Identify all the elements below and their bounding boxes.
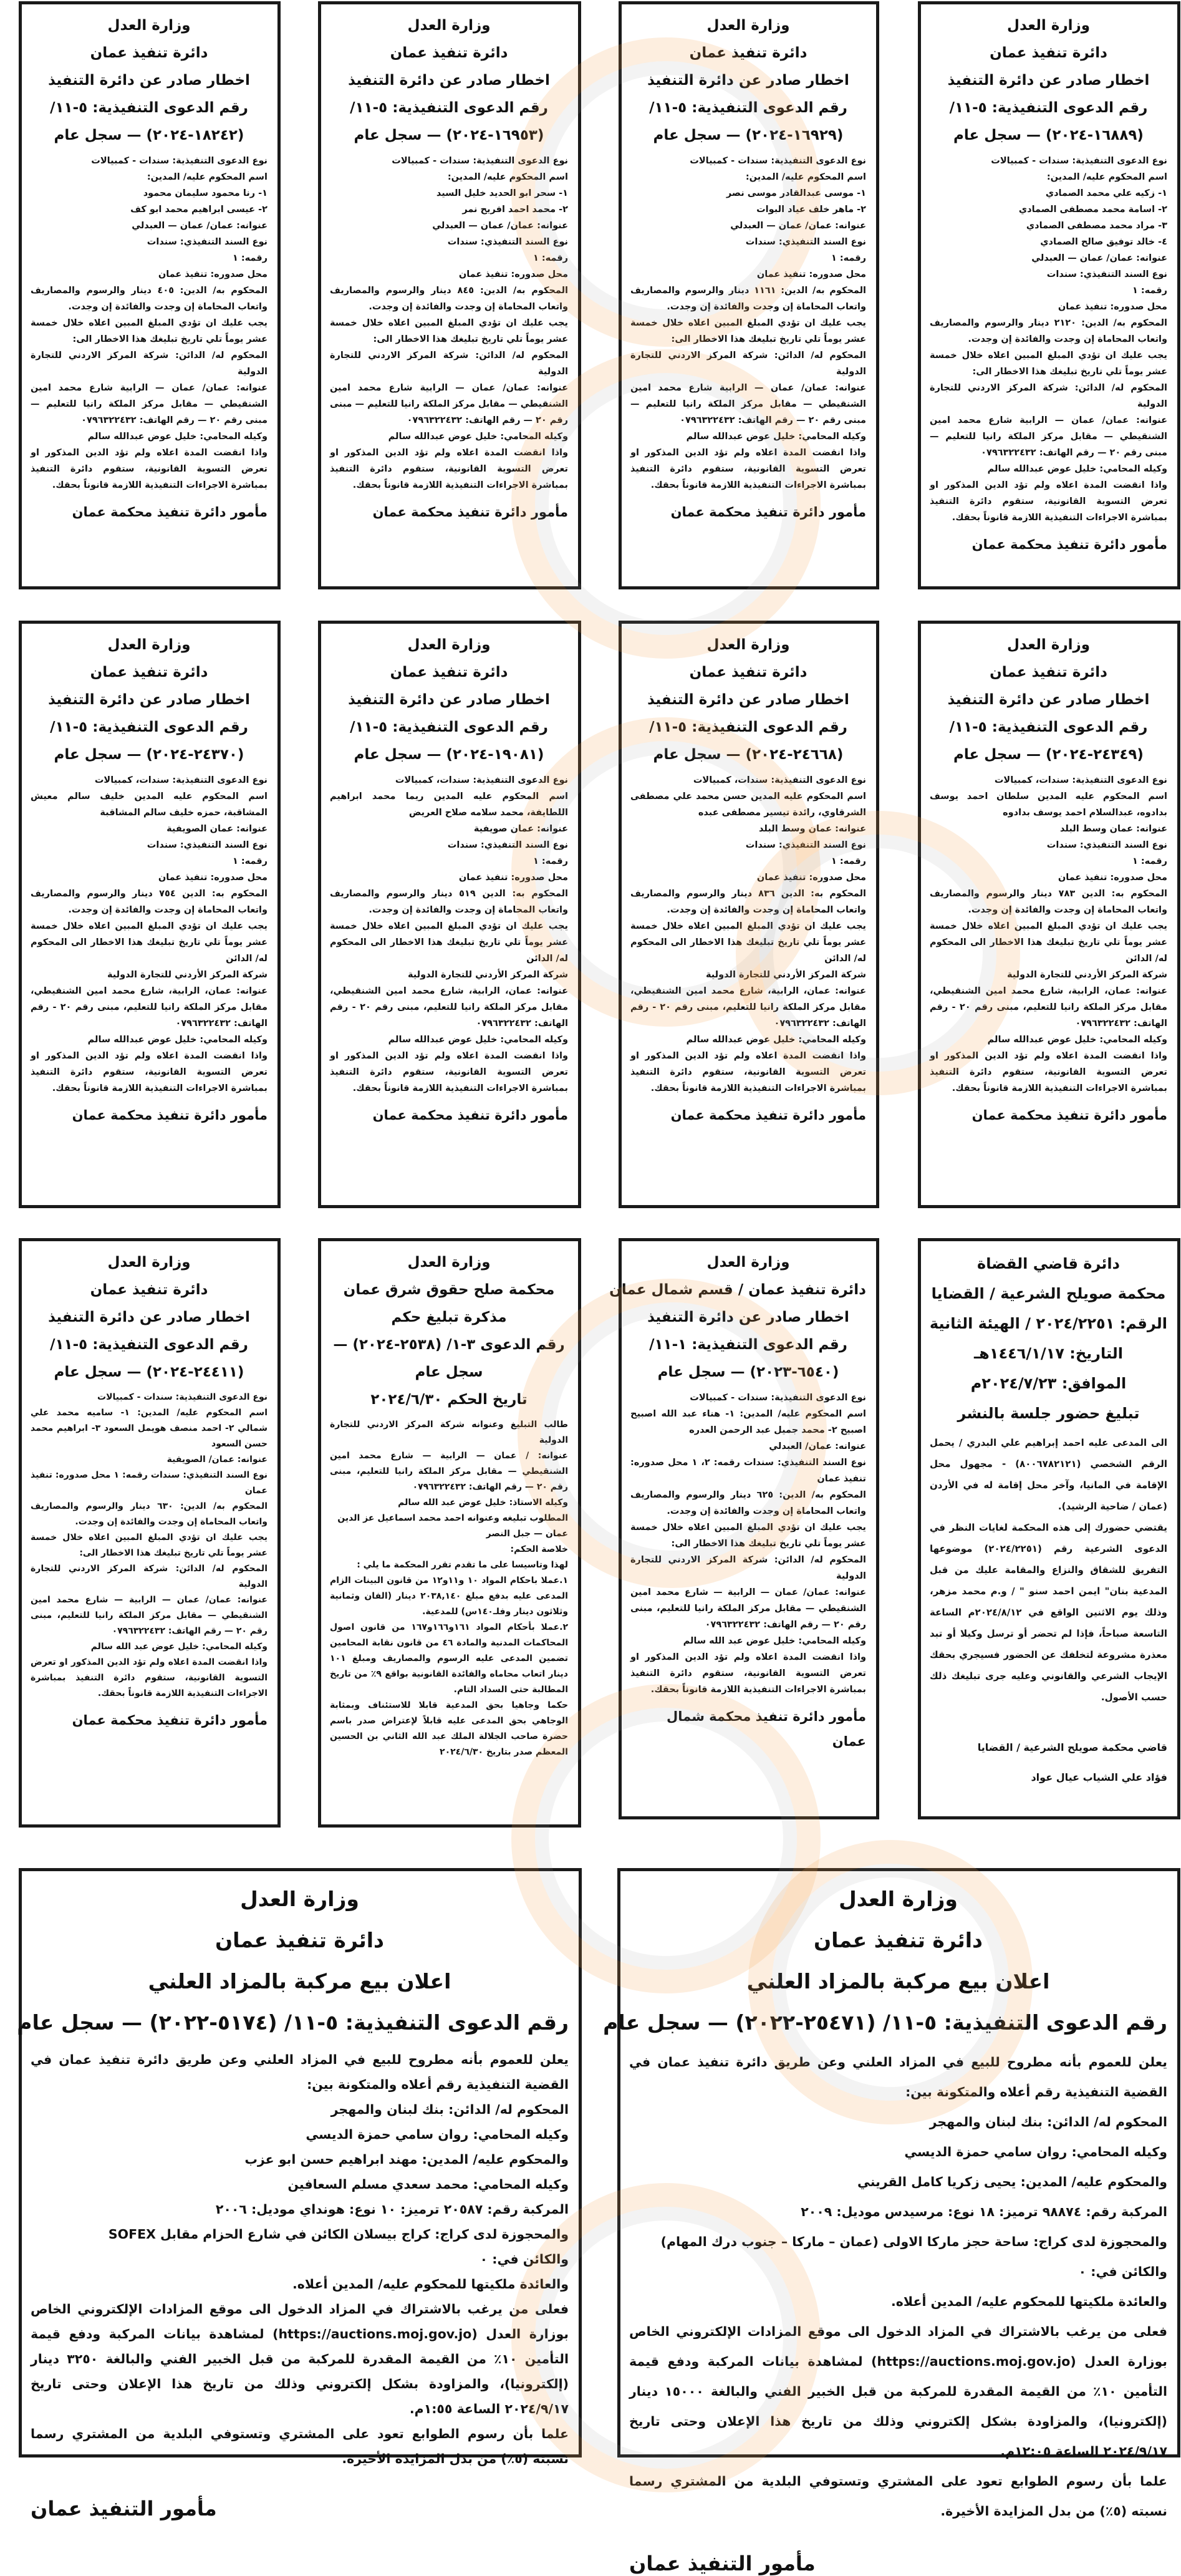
notice-paragraph: علما بأن رسوم الطوابع تعود على المشتري وتستوفي البلدية من المشتري رسما نسبته (٥٪) من بدل المزايدة الأخيرة. <box>31 2426 569 2466</box>
notice-paragraph: وكيله المحامي: روان سامي حمزة الديسي <box>306 2127 569 2142</box>
notice-heading: دائرة تنفيذ عمان <box>990 45 1107 61</box>
notice-paragraph: ٢- محمد احمد افريح نمر <box>462 205 568 215</box>
notice-heading: رقم الدعوى التنفيذية: ٥-١١/ <box>949 100 1148 116</box>
notice-heading: رقم الدعوى التنفيذية: ٥-١١/ <box>949 719 1148 735</box>
notice-paragraph: نوع السند التنفيذي: سندات <box>745 840 866 850</box>
notice-paragraph: عنوانه: عمان/ عمان — العبدلي <box>730 221 866 231</box>
notice-signature <box>31 1708 268 1733</box>
notice-paragraph: عنوانه: / عمان — الرابية — شارع محمد امين الشنقيطي — مقابل مركز الملكة رانيا للتعليم، مبنى رقم ٢٠ — رقم الهاتف: ٠٧٩٦٣٢٢٤٣٢ <box>330 1451 568 1492</box>
notice-paragraph: المحكوم له/ الدائن: شركة المركز الاردني للتجارة الدولية <box>31 1564 268 1589</box>
notice-headings <box>31 1249 268 1386</box>
notice-paragraph: واذا انقضت المدة اعلاه ولم تؤد الدين المذكور او تعرض التسوية القانونية، ستقوم دائرة التنفيذ بمباشرة الاجراءات التنفيذية اللازمة قانوناً بحقك. <box>31 1051 268 1093</box>
notice-vehicle-auction-25471 <box>603 1868 1180 2575</box>
notice-paragraph: والعائدة ملكيتها للمحكوم عليه/ المدين أعلاه. <box>292 2277 569 2292</box>
notice-heading: رقم الدعوى التنفيذية: ٥-١١/ (٢٥٤٧١-٢٠٢٢) — سجل عام <box>603 2010 1167 2035</box>
notice-paragraph: رقمه: ١ <box>232 253 268 263</box>
notice-body <box>330 772 568 1097</box>
notice-paragraph: المحكوم له/ الدائن: شركة المركز الاردني للتجارة الدولية <box>630 351 866 377</box>
notice-paragraph: نوع السند التنفيذي: سندات رقمه: ٢، ١ محل صدوره: تنفيذ عمان <box>630 1458 866 1484</box>
notice-heading: وزارة العدل <box>407 637 491 653</box>
notice-heading: (٢٤٦٦٨-٢٠٢٤) — سجل عام <box>653 747 844 763</box>
signature-line: مأمور دائرة تنفيذ محكمة عمان <box>670 505 866 520</box>
notice-paragraph: رقمه: ١ <box>533 253 568 263</box>
notice-heading: رقم الدعوى التنفيذية: ٥-١١/ <box>649 719 847 735</box>
notice-paragraph: المحكوم له/ الدائن: شركة المركز الاردني للتجارة الدولية <box>930 383 1167 409</box>
notice-paragraph: وكيله المحامي: خليل عوض عبدالله سالم <box>987 1035 1167 1045</box>
notice-heading: دائرة تنفيذ عمان <box>215 1928 384 1952</box>
notice-paragraph: رقمه: ١ <box>533 856 568 866</box>
notice-paragraph: وكيله المحامي: خليل عوض عبدالله سالم <box>388 432 568 442</box>
notice-heading: (١٦٩٥٣-٢٠٢٤) — سجل عام <box>354 127 544 143</box>
notice-paragraph: نوع السند التنفيذي: سندات <box>147 840 268 850</box>
notice-body <box>629 2047 1167 2526</box>
notice-headings <box>330 1249 568 1413</box>
notice-paragraph: عنوانه: عمان وسط البلد <box>759 824 866 834</box>
notice-heading: تبليغ حضور جلسة بالنشر <box>957 1405 1140 1422</box>
notice-signature <box>330 500 568 525</box>
notice-paragraph: اسم المحكوم عليه/ المدين: <box>447 172 568 182</box>
notice-heading: (١٩٠٨١-٢٠٢٤) — سجل عام <box>354 747 544 763</box>
notice-execution-16929 <box>619 1 879 589</box>
notice-paragraph: اسم المحكوم عليه/ المدين: ١- هناء عبد الله اصبيح اصبيح ٢- محمد جميل عبد الرحمن العدره <box>630 1409 867 1435</box>
notice-heading: دائرة تنفيذ عمان <box>90 45 208 61</box>
notice-paragraph: المحكوم به: الدين ٧٨٣ دينار والرسوم والمصاريف واتعاب المحاماة إن وجدت والفائدة إن وجدت. <box>930 889 1167 915</box>
notice-paragraph: المركبة رقم: ٩٨٨٧٤ ترميز: ١٨ نوع: مرسيدس موديل: ٢٠٠٩ <box>801 2204 1167 2219</box>
notice-paragraph: عنوانه: عمان صويفية <box>473 824 568 834</box>
notice-signature <box>930 1103 1167 1128</box>
notice-heading: اخطار صادر عن دائرة التنفيذ <box>348 72 550 89</box>
notice-north-amman-execution-6540 <box>609 1238 879 1819</box>
notice-paragraph: نوع السند التنفيذي: سندات <box>447 840 568 850</box>
notice-signature <box>630 1103 866 1128</box>
signature-line: مأمور دائرة تنفيذ محكمة عمان <box>372 1108 568 1123</box>
notice-heading: دائرة قاضي القضاة <box>977 1255 1120 1272</box>
notice-paragraph: المحكوم له/ الدائن: بنك لبنان والمهجر <box>929 2114 1167 2129</box>
notice-headings <box>630 12 866 149</box>
notice-paragraph: يجب عليك ان تؤدي المبلغ المبين اعلاه خلال خمسة عشر يوماً تلي تاريخ تبليغك هذا الاخطار الى: <box>31 318 268 344</box>
notice-paragraph: والمحكوم عليه/ المدين: مهند ابراهيم حسن ابو عزب <box>244 2152 569 2167</box>
notice-paragraph: عنوانه: عمان/ عمان — الرابية شارع محمد امين الشنقيطي — مقابل مركز الملكة رانيا للتعليم — مبنى رقم ٢٠ — رقم الهاتف: ٠٧٩٦٣٢٢٤٣٢ <box>31 383 268 425</box>
notice-heading: تاريخ الحكم ٢٠٢٤/٦/٣٠ <box>370 1392 528 1408</box>
notice-paragraph: المحكوم به/ الدين: ١١٦١ دينار والرسوم والمصاريف واتعاب المحاماة إن وجدت والفائدة إن وجدت. <box>630 286 867 312</box>
notice-paragraph: ٢- عيسى ابراهيم محمد ابو كف <box>130 205 268 215</box>
notice-paragraph: فعلى من يرغب بالاشتراك في المزاد الدخول الى موقع المزادات الإلكتروني الخاص بوزارة العدل (https://auctions.moj.gov.jo) لمشاهدة بيانات المركبة ودفع قيمة التأمين ١٠٪ من القيمة المقدرة للمركبة من قبل الخبير الفني والبالغة ٣٢٥٠ دينار (إلكترونيا)، والمزاودة بشكل إلكتروني وذلك من تاريخ هذا الإعلان وحتى تاريخ ٢٠٢٤/٩/١٧ الساعة ١:٥٥م. <box>31 2302 569 2416</box>
signature-line: مأمور دائرة تنفيذ محكمة شمال عمان <box>667 1709 866 1749</box>
notice-paragraph: شركة المركز الأردني للتجارة الدولية <box>705 970 866 980</box>
notice-paragraph: ٣- مراد محمد مصطفى الصمادي <box>1026 221 1167 231</box>
signature-line: مأمور دائرة تنفيذ محكمة عمان <box>72 1108 268 1123</box>
notice-paragraph: والمحكوم عليه/ المدين: يحيى زكريا كامل القريني <box>857 2174 1167 2189</box>
signature-line: مأمور دائرة تنفيذ محكمة عمان <box>971 537 1167 552</box>
notice-paragraph: عنوانه: عمان/ عمان — الرابية شارع محمد امين الشنقيطي — مقابل مركز الملكة رانيا للتعليم — مبنى رقم ٢٠ — رقم الهاتف: ٠٧٩٦٣٢٢٤٣٢ <box>930 415 1167 458</box>
notice-heading: (٢٤٣٤٩-٢٠٢٤) — سجل عام <box>953 747 1144 763</box>
notice-heading: اخطار صادر عن دائرة التنفيذ <box>947 692 1150 708</box>
notice-paragraph: ١- سحر ابو الحديد خليل السيد <box>436 188 568 198</box>
notice-body <box>930 1432 1167 1708</box>
notice-body <box>31 772 268 1097</box>
signature-line: مأمور دائرة تنفيذ محكمة عمان <box>971 1108 1167 1123</box>
notice-paragraph: المحكوم به: الدين ٨٣٦ دينار والرسوم والمصاريف واتعاب المحاماة إن وجدت والفائدة إن وجدت. <box>630 889 866 915</box>
notice-paragraph: شركة المركز الأردني للتجارة الدولية <box>407 970 568 980</box>
notice-execution-16953 <box>318 1 581 589</box>
notice-judgment-memo-2538 <box>318 1238 581 1828</box>
notice-paragraph: رقمه: ١ <box>232 856 268 866</box>
notice-heading: رقم الدعوى ٣-١/ (٢٥٣٨-٢٠٢٤) — <box>333 1337 565 1353</box>
notice-signature <box>330 1103 568 1128</box>
notice-paragraph: واذا انقضت المدة اعلاه ولم تؤد الدين المذكور او تعرض التسوية القانونية، ستقوم دائرة التنفيذ بمباشرة الاجراءات التنفيذية اللازمة قانوناً بحقك. <box>31 448 268 490</box>
notice-paragraph: اسم المحكوم عليه/ المدين: <box>745 172 866 182</box>
notice-paragraph: محل صدوره: تنفيذ عمان <box>1058 302 1167 312</box>
notice-paragraph: يقتضي حضورك إلى هذه المحكمة لغايات النظر في الدعوى الشرعية رقم (٢٠٢٤/٢٢٥١) موضوعها التفريق للشقاق والنزاع والمقامة عليك من قبل المدعية بنان" ايمن احمد سنو " / و.م محمد مزهر، وذلك يوم الاثنين الواقع في ٢٠٢٤/٨/١٢م الساعة التاسعة صباحاً، فإذا لم تحضر أو ترسل وكيلا أو تبد معذرة مشروعة لتخلفك عن الحضور فسيجري بحقك الإيجاب الشرعي والقانوني وعليه جرى تبليغك ذلك حسب الأصول. <box>930 1522 1167 1703</box>
notice-paragraph: نوع السند التنفيذي: سندات رقمه: ١ محل صدوره: تنفيذ عمان <box>31 1470 268 1496</box>
notice-paragraph: محل صدوره: تنفيذ عمان <box>158 873 268 883</box>
notice-heading: اخطار صادر عن دائرة التنفيذ <box>647 72 849 89</box>
notice-paragraph: يجب عليك ان تؤدي المبلغ المبين اعلاه خلال خمسة عشر يوماً تلي تاريخ تبليغك هذا الاخطار الى المحكوم له/ الدائن <box>630 921 866 964</box>
notice-heading: التاريخ: ١٤٤٦/١/١٧هـ <box>973 1345 1124 1362</box>
notice-heading: دائرة تنفيذ عمان <box>90 664 208 680</box>
notice-heading: (٢٤٤١١-٢٠٢٤) — سجل عام <box>54 1364 244 1380</box>
notice-paragraph: واذا انقضت المدة اعلاه ولم تؤد الدين المذكور او تعرض التسوية القانونية، ستقوم دائرة التنفيذ بمباشرة الاجراءات التنفيذية اللازمة قانوناً بحقك. <box>930 480 1167 523</box>
notice-paragraph: يجب عليك ان تؤدي المبلغ المبين اعلاه خلال خمسة عشر يوماً تلي تاريخ تبليغك هذا الاخطار الى: <box>930 351 1167 377</box>
notice-paragraph: والكائن في: ٠ <box>480 2252 569 2267</box>
notice-paragraph: نوع الدعوى التنفيذية: سندات، كمبيالات <box>395 775 568 785</box>
notice-heading: (١٦٩٢٩-٢٠٢٤) — سجل عام <box>653 127 844 143</box>
notice-paragraph: الى المدعى عليه احمد إبراهيم علي البدري / يحمل الرقم الشخصي (٨٠٠٦٧٨٢١٢١) - مجهول محل الإقامة في المانيا، وآخر محل إقامة له في الأردن (عمان / ضاحية الرشيد). <box>930 1437 1167 1512</box>
signature-line: مأمور دائرة تنفيذ محكمة عمان <box>72 505 268 520</box>
notice-heading: (٢٤٣٧٠-٢٠٢٤) — سجل عام <box>54 747 244 763</box>
notice-heading: دائرة تنفيذ عمان <box>814 1928 983 1952</box>
notice-paragraph: المركبة رقم: ٢٠٥٨٧ ترميز: ١٠ نوع: هونداي موديل: ٢٠٠٦ <box>215 2202 569 2217</box>
notice-paragraph: حكما وجاهيا بحق المدعية قابلا للاستئناف وبمثابة الوجاهي بحق المدعى عليه قابلاً لإعتراض صدر باسم حضرة صاحب الجلالة الملك عبد الله الثاني بن الحسين المعظم صدر بتاريخ ٢٠٢٤/٦/٣٠ <box>330 1700 568 1757</box>
notice-heading: دائرة تنفيذ عمان <box>90 1282 208 1298</box>
notice-body <box>330 1417 568 1760</box>
notice-heading: وزارة العدل <box>107 637 191 653</box>
notice-paragraph: يجب عليك ان تؤدي المبلغ المبين اعلاه خلال خمسة عشر يوماً تلي تاريخ تبليغك هذا الاخطار الى المحكوم له/ الدائن <box>31 921 268 964</box>
notice-paragraph: ٢- ماهر خلف عياد البوات <box>756 205 866 215</box>
notice-execution-24411 <box>19 1238 281 1828</box>
notice-heading: رقم الدعوى التنفيذية: ٥-١١/ <box>649 100 847 116</box>
notice-heading: دائرة تنفيذ عمان / قسم شمال عمان <box>609 1282 866 1298</box>
notice-headings <box>630 631 866 768</box>
notice-heading: وزارة العدل <box>107 17 191 34</box>
notice-paragraph: نوع الدعوى التنفيذية: سندات - كمبيالات <box>690 156 866 166</box>
notice-heading: (٦٥٤٠-٢٠٢٣) — سجل عام <box>657 1364 839 1380</box>
notice-body <box>630 153 866 493</box>
notice-paragraph: نوع السند التنفيذي: سندات <box>147 237 268 247</box>
notice-paragraph: نوع السند التنفيذي: سندات <box>1046 840 1167 850</box>
notice-paragraph: عنوانه: عمان/ عمان — العبدلي <box>132 221 268 231</box>
notice-paragraph: نوع الدعوى التنفيذية: سندات - كمبيالات <box>91 156 268 166</box>
notice-heading: اخطار صادر عن دائرة التنفيذ <box>48 1309 250 1325</box>
notice-paragraph: محل صدوره: تنفيذ عمان <box>1058 873 1167 883</box>
notice-paragraph: علما بأن رسوم الطوابع تعود على المشتري وتستوفي البلدية من المشتري رسما نسبته (٥٪) من بدل المزايدة الأخيرة. <box>629 2474 1167 2519</box>
notice-paragraph: عنوانه: عمان، الرابية، شارع محمد امين الشنقيطي، مقابل مركز الملكة رانيا للتعليم، مبنى رقم ٢٠ - رقم الهاتف: ٠٧٩٦٣٢٢٤٣٢ <box>31 986 268 1029</box>
notice-headings <box>330 12 568 149</box>
notice-paragraph: رقمه: ١ <box>1132 286 1167 296</box>
notice-paragraph: المحكوم به/ الدين: ٦٣٠ دينار والرسوم والمصاريف واتعاب المحاماة إن وجدت والفائدة إن وجدت. <box>31 1501 268 1527</box>
notice-paragraph: شركة المركز الأردني للتجارة الدولية <box>107 970 268 980</box>
notice-paragraph: واذا انقضت المدة اعلاه ولم تؤد الدين المذكور او تعرض التسوية القانونية، ستقوم دائرة التنفيذ بمباشرة الاجراءات التنفيذية اللازمة قانوناً بحقك. <box>630 1051 866 1093</box>
notice-heading: اخطار صادر عن دائرة التنفيذ <box>947 72 1150 89</box>
notice-heading: اخطار صادر عن دائرة التنفيذ <box>48 692 250 708</box>
notice-heading: رقم الدعوى التنفيذية: ٥-١١/ <box>350 719 548 735</box>
notice-heading: مذكرة تبليغ حكم <box>391 1309 507 1325</box>
notice-paragraph: محل صدوره: تنفيذ عمان <box>158 269 268 279</box>
notice-vehicle-auction-5174 <box>17 1868 582 2520</box>
notice-heading: اعلان بيع مركبة بالمزاد العلني <box>148 1969 451 1993</box>
notice-paragraph: اسم المحكوم عليه المدين خليف سالم معيش المشاقبة، حمزه خليف سالم المشاقبة <box>31 792 268 818</box>
notice-paragraph: محل صدوره: تنفيذ عمان <box>458 873 568 883</box>
notice-heading: رقم الدعوى التنفيذية: ٥-١١/ <box>50 719 248 735</box>
notice-paragraph: نوع الدعوى التنفيذية: سندات - كمبيالات <box>392 156 568 166</box>
notice-paragraph: المحكوم به/ الدين: ٨٤٥ دينار والرسوم والمصاريف واتعاب المحاماة إن وجدت والفائدة إن وجدت. <box>330 286 569 312</box>
notice-paragraph: اسم المحكوم عليه/ المدين: ١- ساميه محمد علي شمالي ٢- احمد منصف هويمل السعود ٣- ابراهيم محمد حسن السعود <box>31 1408 268 1449</box>
notice-paragraph: المحكوم له/ الدائن: شركة المركز الاردني للتجارة الدولية <box>31 351 268 377</box>
notice-paragraph: يعلن للعموم بأنه مطروح للبيع في المزاد العلني وعن طريق دائرة تنفيذ عمان في القضية التنفيذية رقم أعلاه والمتكونة بين: <box>31 2052 569 2092</box>
notice-headings <box>930 12 1167 149</box>
notice-paragraph: خلاصة الحكم: <box>510 1544 568 1554</box>
notice-heading: دائرة تنفيذ عمان <box>689 664 807 680</box>
notice-paragraph: يجب عليك ان تؤدي المبلغ المبين اعلاه خلال خمسة عشر يوماً تلي تاريخ تبليغك هذا الاخطار الى: <box>330 318 568 344</box>
notice-heading: سجل عام <box>415 1364 483 1380</box>
notice-paragraph: محل صدوره: تنفيذ عمان <box>458 269 568 279</box>
notice-paragraph: يعلن للعموم بأنه مطروح للبيع في المزاد العلني وعن طريق دائرة تنفيذ عمان في القضية التنفيذية رقم أعلاه والمتكونة بين: <box>629 2055 1167 2099</box>
notice-heading: الموافق: ٢٠٢٤/٧/٢٣م <box>970 1375 1127 1392</box>
signature-line: مأمور دائرة تنفيذ محكمة عمان <box>670 1108 866 1123</box>
notice-body <box>630 1390 866 1698</box>
notice-heading: اخطار صادر عن دائرة التنفيذ <box>348 692 550 708</box>
notice-execution-24370 <box>19 621 281 1208</box>
signature-line: فؤاد علي الشياب عيال عواد <box>1031 1771 1167 1783</box>
notice-headings <box>930 1249 1167 1428</box>
notice-paragraph: المحكوم به/ الدين: ٢١٢٠ دينار والرسوم والمصاريف واتعاب المحاماة إن وجدت والفائدة إن وجدت. <box>930 318 1168 344</box>
notice-paragraph: وكيله المحامي: روان سامي حمزة الديسي <box>904 2144 1167 2159</box>
notice-heading: دائرة تنفيذ عمان <box>689 45 807 61</box>
notice-paragraph: اسم المحكوم عليه المدين سلطان احمد يوسف بدادوه، عبدالسلام احمد يوسف بدادوه <box>930 792 1167 818</box>
notice-heading: وزارة العدل <box>706 1254 790 1271</box>
notice-heading: اخطار صادر عن دائرة التنفيذ <box>647 692 849 708</box>
signature-line: مأمور التنفيذ عمان <box>629 2552 816 2575</box>
notice-signature <box>930 532 1167 557</box>
signature-line: قاضي محكمة صويلح الشرعية / القضايا <box>977 1741 1167 1753</box>
notice-paragraph: رقمه: ١ <box>1132 856 1167 866</box>
notice-heading: رقم الدعوى التنفيذية: ١-١١/ <box>649 1337 847 1353</box>
notice-execution-24349 <box>918 621 1180 1208</box>
notice-paragraph: واذا انقضت المدة اعلاه ولم تؤد الدين المذكور او تعرض التسوية القانونية، ستقوم دائرة التنفيذ بمباشرة الاجراءات التنفيذية اللازمة قانوناً بحقك. <box>330 1051 568 1093</box>
notice-heading: محكمة صلح حقوق شرق عمان <box>343 1282 555 1298</box>
notice-paragraph: نوع الدعوى التنفيذية: سندات، كمبيالات <box>994 775 1167 785</box>
notice-body <box>330 153 568 493</box>
notice-paragraph: ١.عملا باحكام المواد ١٠ و١١و١٢ من قانون البينات الزام المدعى عليه بدفع مبلغ ٢٠٣٨,١٤٠ دينار (الفان وثمانية وثلاثون دينار وفلـ١٤٠س) للمدعية. <box>330 1576 568 1617</box>
notice-heading: محكمة صويلح الشرعية / القضايا <box>931 1285 1166 1302</box>
notice-body <box>31 1390 268 1702</box>
notice-paragraph: واذا انقضت المدة اعلاه ولم تؤد الدين المذكور او تعرض التسوية القانونية، ستقوم دائرة التنفيذ بمباشرة الاجراءات التنفيذية اللازمة قانوناً بحقك. <box>930 1051 1167 1093</box>
notice-paragraph: المطلوب تبليغه وعنوانه احمد محمد اسماعيل عز الدين <box>337 1513 568 1523</box>
notice-paragraph: عنوانه: عمان/ العبدلي <box>769 1441 866 1451</box>
notice-signature <box>630 1704 866 1754</box>
notice-paragraph: المحكوم به: الدين ٧٥٤ دينار والرسوم والمصاريف واتعاب المحاماة إن وجدت والفائدة إن وجدت. <box>31 889 268 915</box>
notice-paragraph: يجب عليك ان تؤدي المبلغ المبين اعلاه خلال خمسة عشر يوماً تلي تاريخ تبليغك هذا الاخطار الى: <box>630 1523 866 1549</box>
notice-paragraph: ١- رنا محمود سليمان محمود <box>143 188 268 198</box>
notice-body <box>630 772 866 1097</box>
notice-paragraph: عنوانه: عمان، الرابية، شارع محمد امين الشنقيطي، مقابل مركز الملكة رانيا للتعليم، مبنى رقم ٢٠ - رقم الهاتف: ٠٧٩٦٣٢٢٤٣٢ <box>330 986 568 1029</box>
notice-heading: وزارة العدل <box>407 17 491 34</box>
notice-paragraph: وكيله المحامي: خليل عوض عبدالله سالم <box>686 1035 866 1045</box>
notice-paragraph: وكيله المحامي: خليل عوض عبد الله سالم <box>683 1636 866 1646</box>
notice-paragraph: المحكوم له/ الدائن: بنك لبنان والمهجر <box>330 2102 569 2117</box>
notice-heading: رقم الدعوى التنفيذية: ٥-١١/ <box>350 100 548 116</box>
notice-paragraph: وكيله المحامي: خليل عوض عبد الله سالم <box>90 1642 268 1652</box>
notice-headings <box>31 631 268 768</box>
notice-heading: وزارة العدل <box>107 1254 191 1271</box>
notice-heading: الرقم: ٢٠٢٤/٢٢٥١ / الهيئة الثانية <box>929 1315 1167 1332</box>
notice-paragraph: عنوانه: عمان الصويفية <box>166 824 268 834</box>
notice-signature <box>31 2496 569 2521</box>
notice-headings <box>609 1249 866 1386</box>
notice-paragraph: نوع السند التنفيذي: سندات <box>745 237 866 247</box>
notice-paragraph: طالب التبليغ وعنوانه شركة المركز الاردني للتجارة الدولية <box>330 1420 568 1445</box>
notice-paragraph: محل صدوره: تنفيذ عمان <box>756 269 866 279</box>
notice-paragraph: نوع الدعوى التنفيذية: سندات، كمبيالات <box>693 775 866 785</box>
notice-paragraph: رقمه: ١ <box>831 253 866 263</box>
notice-paragraph: محل صدوره: تنفيذ عمان <box>756 873 866 883</box>
notice-paragraph: عنوانه: عمان/ الصويفية <box>166 1455 268 1465</box>
notice-paragraph: واذا انقضت المدة اعلاه ولم تؤد الدين المذكور او تعرض التسوية القانونية، ستقوم دائرة التنفيذ بمباشرة الاجراءات التنفيذية اللازمة قانوناً بحقك. <box>630 448 866 490</box>
notice-paragraph: عنوانه: عمان/ عمان — الرابية — شارع محمد امين الشنقيطي — مقابل مركز الملكة رانيا للتعليم، مبنى رقم ٢٠ — رقم الهاتف: ٠٧٩٦٣٢٢٤٣٢ <box>630 1587 866 1630</box>
notice-paragraph: عنوانه: عمان/ عمان — الرابية — شارع محمد امين الشنقيطي — مقابل مركز الملكة رانيا للتعليم، مبنى رقم ٢٠ — رقم الهاتف: ٠٧٩٦٣٢٢٤٣٢ <box>31 1595 268 1636</box>
notice-paragraph: نوع الدعوى التنفيذية: سندات - كمبيالات <box>97 1392 268 1402</box>
notice-paragraph: لهذا وتاسيسا على ما تقدم تقرر المحكمة ما يلي : <box>357 1560 568 1570</box>
notice-paragraph: ٤- خالد توفيق صالح الصمادي <box>1040 237 1167 247</box>
notice-body <box>31 2047 569 2471</box>
notice-paragraph: عنوانه: عمان، الرابية، شارع محمد امين الشنقيطي، مقابل مركز الملكة رانيا للتعليم، مبنى رقم ٢٠ - رقم الهاتف: ٠٧٩٦٣٢٢٤٣٢ <box>930 986 1167 1029</box>
notice-paragraph: فعلى من يرغب بالاشتراك في المزاد الدخول الى موقع المزادات الإلكتروني الخاص بوزارة العدل (https://auctions.moj.gov.jo) لمشاهدة بيانات المركبة ودفع قيمة التأمين ١٠٪ من القيمة المقدرة للمركبة من قبل الخبير الفني والبالغة ١٥٠٠٠ دينار (إلكترونيا)، والمزاودة بشكل إلكتروني وذلك من تاريخ هذا الإعلان وحتى تاريخ ٢٠٢٤/٩/١٧ الساعة ١٢:٠٥م. <box>629 2324 1167 2459</box>
notice-paragraph: نوع السند التنفيذي: سندات <box>447 237 568 247</box>
notice-paragraph: والكائن في: ٠ <box>1078 2264 1167 2279</box>
notice-paragraph: واذا انقضت المدة اعلاه ولم تؤد الدين المذكور او تعرض التسوية القانونية، ستقوم دائرة التنفيذ بمباشرة الاجراءات التنفيذية اللازمة قانوناً بحقك. <box>630 1652 866 1695</box>
notice-paragraph: اسم المحكوم عليه المدين ريما محمد ابراهيم اللطايفة، محمد سلامه صلاح العريض <box>330 792 568 818</box>
notice-paragraph: اسم المحكوم عليه المدين حسن محمد علي مصطفى الشرقاوي، رائدة تيسير مصطفى عبده <box>630 792 866 818</box>
notice-paragraph: نوع الدعوى التنفيذية: سندات، كمبيالات <box>94 775 268 785</box>
notice-heading: دائرة تنفيذ عمان <box>390 664 508 680</box>
notice-execution-24668 <box>619 621 879 1208</box>
notice-heading: رقم الدعوى التنفيذية: ٥-١١/ <box>50 1337 248 1353</box>
notice-paragraph: ١- زكيه علي محمد الصمادي <box>1045 188 1167 198</box>
notice-signature <box>930 1733 1167 1793</box>
notice-signature <box>31 1103 268 1128</box>
notice-paragraph: والمحجوزة لدى كراج: كراج بيسلان الكائن في شارع الحزام مقابل SOFEX <box>108 2227 569 2242</box>
notice-paragraph: عنوانه: عمان/ عمان — الرابية شارع محمد امين الشنقيطي — مقابل مركز الملكة رانيا للتعليم — مبنى رقم ٢٠ — رقم الهاتف: ٠٧٩٦٣٢٢٤٣٢ <box>330 383 568 425</box>
notice-execution-19081 <box>318 621 581 1208</box>
notice-paragraph: شركة المركز الأردني للتجارة الدولية <box>1006 970 1167 980</box>
notice-body <box>930 153 1167 526</box>
notice-headings <box>31 12 268 149</box>
notice-paragraph: اسم المحكوم عليه/ المدين: <box>1046 172 1167 182</box>
notice-paragraph: وكيله المحامي: خليل عوض عبدالله سالم <box>87 1035 268 1045</box>
notice-paragraph: رقمه: ١ <box>831 856 866 866</box>
notice-sharia-court-summons <box>918 1238 1180 1819</box>
notice-paragraph: واذا انقضت المدة اعلاه ولم تؤد الدين المذكور او تعرض التسوية القانونية، ستقوم دائرة التنفيذ بمباشرة الاجراءات التنفيذية اللازمة قانوناً بحقك. <box>31 1657 268 1698</box>
notice-heading: اعلان بيع مركبة بالمزاد العلني <box>746 1969 1050 1993</box>
signature-line: مأمور دائرة تنفيذ محكمة عمان <box>372 505 568 520</box>
notice-paragraph: وكيله الاستاذ: خليل عوض عبد الله سالم <box>398 1498 568 1508</box>
notice-paragraph: وكيله المحامي: خليل عوض عبدالله سالم <box>686 432 866 442</box>
notice-heading: دائرة تنفيذ عمان <box>990 664 1107 680</box>
notice-heading: رقم الدعوى التنفيذية: ٥-١١/ (٥١٧٤-٢٠٢٢) — سجل عام <box>17 2010 569 2035</box>
notice-headings <box>330 631 568 768</box>
notice-paragraph: وكيله المحامي: محمد سعدي مسلم السعافين <box>287 2177 569 2192</box>
notice-paragraph: والمحجوزة لدى كراج: ساحة حجز ماركا الاولى (عمان – ماركا – جنوب درك المهام) <box>660 2234 1167 2249</box>
notice-paragraph: والعائدة ملكيتها للمحكوم عليه/ المدين أعلاه. <box>891 2294 1167 2309</box>
notice-paragraph: المحكوم به/ الدين: ٦٢٥ دينار والرسوم والمصاريف واتعاب المحاماة إن وجدت والفائدة إن وجدت. <box>630 1490 867 1516</box>
notice-headings <box>930 631 1167 768</box>
notice-body <box>31 153 268 493</box>
notice-paragraph: يجب عليك ان تؤدي المبلغ المبين اعلاه خلال خمسة عشر يوماً تلي تاريخ تبليغك هذا الاخطار الى: <box>31 1533 268 1558</box>
notice-paragraph: عمان — جبل النصر <box>486 1529 568 1539</box>
notice-heading: دائرة تنفيذ عمان <box>390 45 508 61</box>
notice-paragraph: عنوانه: عمان/ عمان — العبدلي <box>432 221 568 231</box>
notice-paragraph: يجب عليك ان تؤدي المبلغ المبين اعلاه خلال خمسة عشر يوماً تلي تاريخ تبليغك هذا الاخطار الى: <box>630 318 866 344</box>
notice-paragraph: ١- موسى عبدالقادر موسى نصر <box>726 188 866 198</box>
notice-paragraph: وكيله المحامي: خليل عوض عبدالله سالم <box>87 432 268 442</box>
notice-heading: وزارة العدل <box>706 17 790 34</box>
notice-heading: وزارة العدل <box>839 1887 958 1911</box>
notice-paragraph: عنوانه: عمان وسط البلد <box>1060 824 1167 834</box>
notice-paragraph: المحكوم له/ الدائن: شركة المركز الاردني للتجارة الدولية <box>330 351 568 377</box>
notice-paragraph: يجب عليك ان تؤدي المبلغ المبين اعلاه خلال خمسة عشر يوماً تلي تاريخ تبليغك هذا الاخطار الى المحكوم له/ الدائن <box>330 921 568 964</box>
notice-paragraph: المحكوم به: الدين ٥١٩ دينار والرسوم والمصاريف واتعاب المحاماة إن وجدت والفائدة إن وجدت. <box>330 889 568 915</box>
notice-heading: اخطار صادر عن دائرة التنفيذ <box>48 72 250 89</box>
notice-heading: (١٨٢٤٢-٢٠٢٤) — سجل عام <box>54 127 244 143</box>
notice-paragraph: ٢- اسامة محمد مصطفى الصمادي <box>1018 205 1167 215</box>
notice-execution-18242 <box>19 1 281 589</box>
notice-body <box>930 772 1167 1097</box>
notice-heading: وزارة العدل <box>706 637 790 653</box>
notice-paragraph: عنوانه: عمان، الرابية، شارع محمد امين الشنقيطي، مقابل مركز الملكة رانيا للتعليم، مبنى رقم ٢٠ - رقم الهاتف: ٠٧٩٦٣٢٢٤٣٢ <box>630 986 866 1029</box>
notice-heading: (١٦٨٨٩-٢٠٢٤) — سجل عام <box>953 127 1144 143</box>
signature-line: مأمور دائرة تنفيذ محكمة عمان <box>72 1713 268 1728</box>
notice-heading: وزارة العدل <box>1007 637 1090 653</box>
notice-paragraph: نوع السند التنفيذي: سندات <box>1046 269 1167 279</box>
notice-paragraph: نوع الدعوى التنفيذية: سندات - كمبيالات <box>991 156 1167 166</box>
notice-paragraph: وكيله المحامي: خليل عوض عبدالله سالم <box>987 464 1167 474</box>
notice-paragraph: المحكوم له/ الدائن: شركة المركز الاردني للتجارة الدولية <box>630 1555 866 1581</box>
notice-heading: وزارة العدل <box>240 1887 359 1911</box>
signature-line: مأمور التنفيذ عمان <box>31 2497 217 2520</box>
notice-signature <box>629 2551 1167 2576</box>
notice-heading: وزارة العدل <box>1007 17 1090 34</box>
notice-execution-16889 <box>918 1 1180 589</box>
notice-heading: اخطار صادر عن دائرة التنفيذ <box>647 1309 849 1325</box>
notice-paragraph: وكيله المحامي: خليل عوض عبدالله سالم <box>388 1035 568 1045</box>
notice-paragraph: واذا انقضت المدة اعلاه ولم تؤد الدين المذكور او تعرض التسوية القانونية، ستقوم دائرة التنفيذ بمباشرة الاجراءات التنفيذية اللازمة قانوناً بحقك. <box>330 448 568 490</box>
notice-headings <box>603 1879 1167 2043</box>
notice-paragraph: نوع الدعوى التنفيذية: سندات - كمبيالات <box>690 1393 866 1403</box>
notice-paragraph: عنوانه: عمان/ عمان — الرابية شارع محمد امين الشنقيطي — مقابل مركز الملكة رانيا للتعليم — مبنى رقم ٢٠ — رقم الهاتف: ٠٧٩٦٣٢٢٤٣٢ <box>630 383 866 425</box>
notice-paragraph: يجب عليك ان تؤدي المبلغ المبين اعلاه خلال خمسة عشر يوماً تلي تاريخ تبليغك هذا الاخطار الى المحكوم له/ الدائن <box>930 921 1167 964</box>
notice-heading: وزارة العدل <box>407 1254 491 1271</box>
notice-paragraph: اسم المحكوم عليه/ المدين: <box>147 172 268 182</box>
notice-headings <box>17 1879 569 2043</box>
notice-paragraph: ٢.عملا بأحكام المواد ١٦١و١٦٦و١٦٧ من قانون اصول المحاكمات المدنية والمادة ٤٦ من قانون نقابة المحامين تضمين المدعى عليه الرسوم والمصاريف ومبلغ ١٠١ دينار اتعاب محاماه والفائدة القانونية بواقع ٩٪ من تاريخ المطالبة حتى السداد التام. <box>330 1622 568 1695</box>
notice-signature <box>31 500 268 525</box>
notice-paragraph: المحكوم به/ الدين: ٤٠٥ دينار والرسوم والمصاريف واتعاب المحاماة إن وجدت والفائدة إن وجدت. <box>31 286 268 312</box>
notice-heading: رقم الدعوى التنفيذية: ٥-١١/ <box>50 100 248 116</box>
notice-signature <box>630 500 866 525</box>
notice-paragraph: عنوانه: عمان/ عمان — العبدلي <box>1031 253 1167 263</box>
